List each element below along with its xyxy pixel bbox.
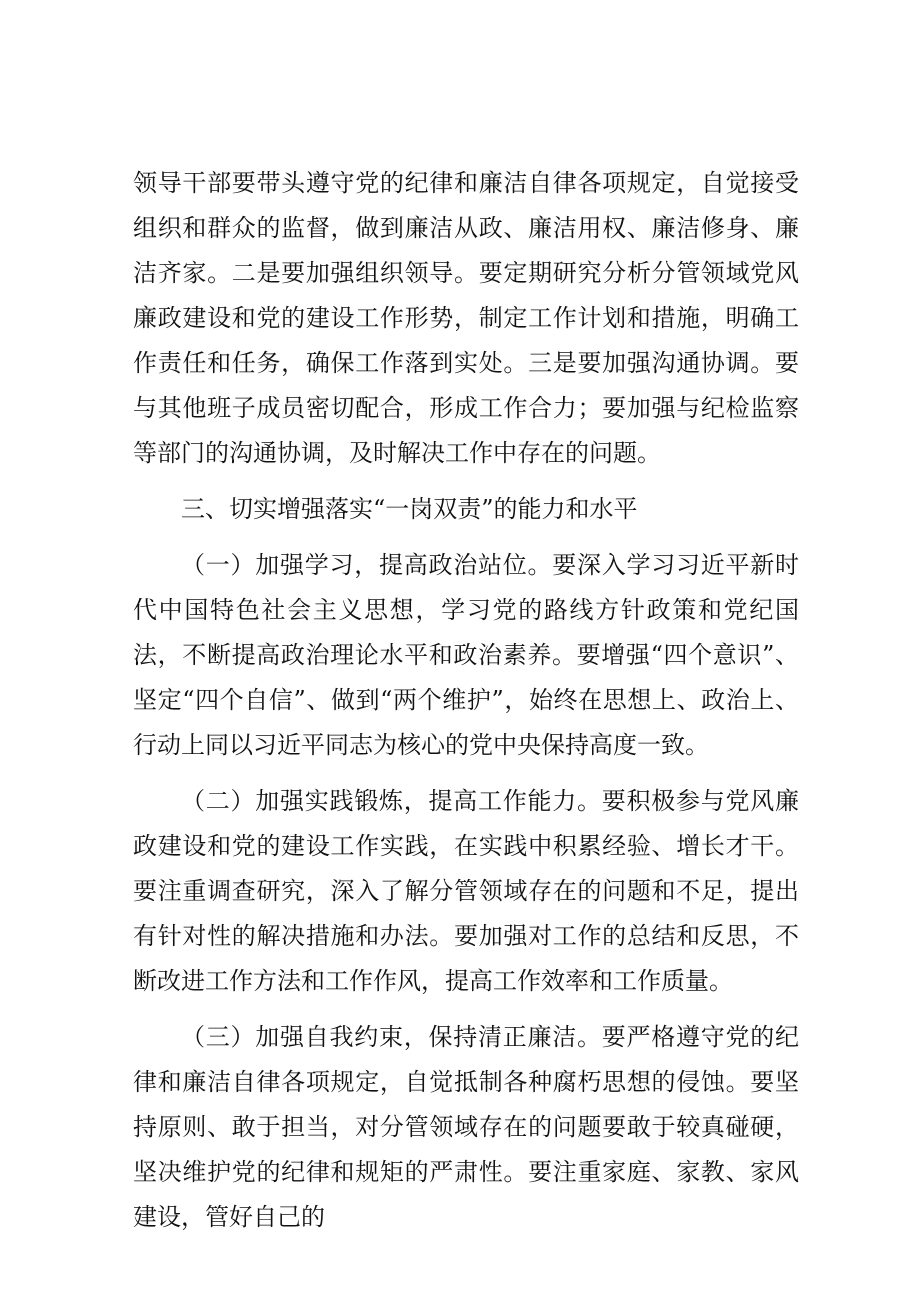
paragraph-item-2: （二）加强实践锻炼，提高工作能力。要积极参与党风廉政建设和党的建设工作实践，在实践中积累经验、增长才干。要注重调查研究，深入了解分管领域存在的问题和不足，提出有针对性的解决措施和办法。要加强对工作的总结和反思，不断改进工作方法和工作作风，提高工作效率和工作质量。 <box>133 787 799 995</box>
section-heading: 三、切实增强落实“一岗双责”的能力和水平 <box>181 495 638 523</box>
document-body <box>133 161 799 1240</box>
paragraph-continuation: 领导干部要带头遵守党的纪律和廉洁自律各项规定，自觉接受组织和群众的监督，做到廉洁从政、廉洁用权、廉洁修身、廉洁齐家。二是要加强组织领导。要定期研究分析分管领域党风廉政建设和党的建设工作形势，制定工作计划和措施，明确工作责任和任务，确保工作落到实处。三是要加强沟通协调。要与其他班子成员密切配合，形成工作合力；要加强与纪检监察等部门的沟通协调，及时解决工作中存在的问题。 <box>133 169 799 467</box>
paragraph-item-3: （三）加强自我约束，保持清正廉洁。要严格遵守党的纪律和廉洁自律各项规定，自觉抵制各种腐朽思想的侵蚀。要坚持原则、敢于担当，对分管领域存在的问题要敢于较真碰硬，坚决维护党的纪律和规矩的严肃性。要注重家庭、家教、家风建设，管好自己的 <box>133 1023 799 1231</box>
paragraph-item-1: （一）加强学习，提高政治站位。要深入学习习近平新时代中国特色社会主义思想，学习党的路线方针政策和党纪国法，不断提高政治理论水平和政治素养。要增强“四个意识”、坚定“四个自信”、做到“两个维护”，始终在思想上、政治上、行动上同以习近平同志为核心的党中央保持高度一致。 <box>133 551 799 759</box>
